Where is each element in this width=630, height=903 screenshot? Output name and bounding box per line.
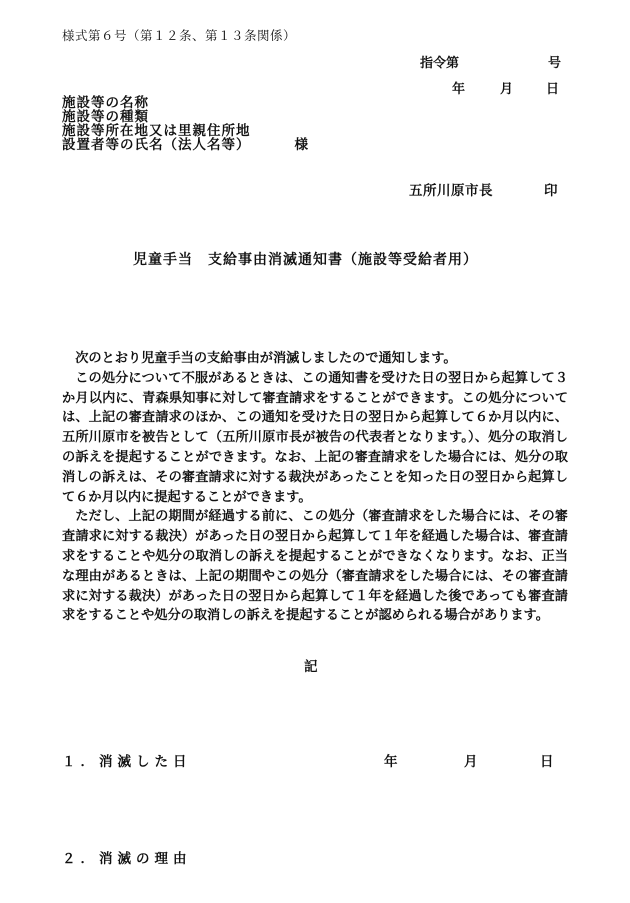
extinction-date-year: 年 (384, 754, 398, 770)
issue-date-day: 日 (546, 82, 560, 97)
body-paragraph: この処分について不服があるときは、この通知書を受けた日の翌日から起算して３か月以内に、青森県知事に対して審査請求をすることができます。この処分については、上記の審査請求のほか、この通知を受けた日の翌日から起算して６か月以内に、五所川原市を被告として（五所川原市長が被告の代表者となります。）、処分の取消しの訴えを提起することができます。なお、上記の審査請求をした場合には、処分の取消しの訴えは、その審査請求に対する裁決があったことを知った日の翌日から起算して６か月以内に提起することができます。 (62, 370, 568, 505)
item-extinction-reason-label: ２．消滅の理由 (62, 851, 192, 867)
issue-date-month: 月 (500, 82, 514, 97)
founder-name-row (62, 138, 309, 152)
notice-body (62, 349, 568, 626)
form-number: 様式第６号（第１２条、第１３条関係） (62, 28, 297, 43)
ki-marker: 記 (304, 659, 318, 675)
issue-date-year: 年 (452, 82, 466, 97)
facility-type-label: 施設等の種類 (62, 109, 149, 125)
body-paragraph: 次のとおり児童手当の支給事由が消滅しましたので通知します。 (75, 351, 457, 366)
issuer-seal: 印 (544, 183, 558, 199)
directive-suffix: 号 (548, 56, 562, 71)
facility-name-label: 施設等の名称 (62, 95, 149, 111)
item-extinction-date-label: １．消滅した日 (62, 754, 192, 770)
extinction-date-day: 日 (540, 754, 554, 770)
facility-address-label: 施設等所在地又は里親住所地 (62, 123, 251, 139)
directive-label: 指令第 (420, 56, 460, 71)
document-title: 児童手当 支給事由消滅通知書（施設等受給者用） (133, 252, 478, 268)
extinction-date-month: 月 (464, 754, 478, 770)
body-paragraph: ただし、上記の期間が経過する前に、この処分（審査請求をした場合には、その審査請求に対する裁決）があった日の翌日から起算して１年を経過した場合は、審査請求をすることや処分の取消しの訴えを提起することができなくなります。なお、正当な理由があるときは、上記の期間やこの処分（審査請求をした場合には、その審査請求に対する裁決）があった日の翌日から起算して１年を経過した後であっても審査請求をすることや処分の取消しの訴えを提起することが認められる場合があります。 (62, 509, 568, 624)
honorific: 様 (294, 137, 309, 153)
facility-info (62, 96, 309, 152)
founder-name-label: 設置者等の氏名（法人名等） (62, 137, 251, 153)
issuer-name: 五所川原市長 (409, 183, 493, 199)
